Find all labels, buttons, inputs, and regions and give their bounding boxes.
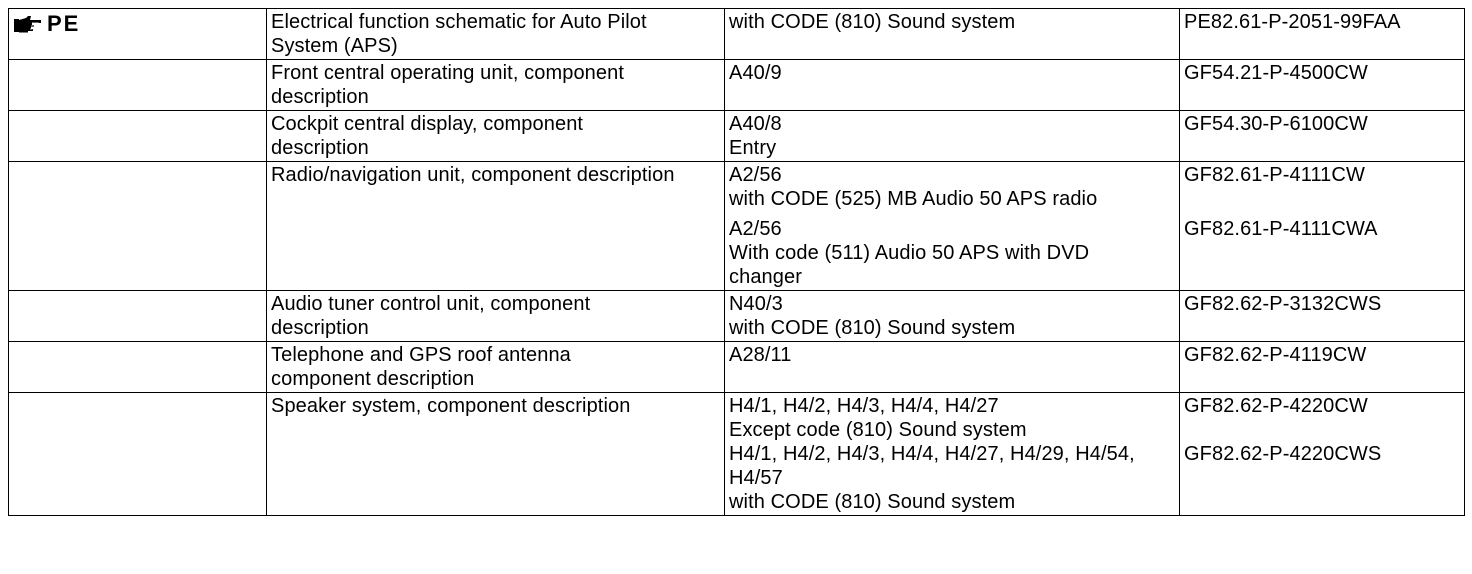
description-cell <box>267 342 725 393</box>
condition-cell <box>725 60 1180 111</box>
description-line: Radio/navigation unit, component description <box>271 164 675 186</box>
table-row <box>9 393 1465 516</box>
pe-marker <box>13 11 262 37</box>
condition-line: N40/3 <box>729 293 783 315</box>
condition-line: with CODE (810) Sound system <box>729 491 1016 513</box>
condition-line: H4/1, H4/2, H4/3, H4/4, H4/27 <box>729 395 999 417</box>
table-row <box>9 111 1465 162</box>
condition-line: Entry <box>729 137 777 159</box>
description-line: Electrical function schematic for Auto Pilot <box>271 11 647 33</box>
description-line: description <box>271 137 369 159</box>
description-line: System (APS) <box>271 35 398 57</box>
empty-cell <box>9 162 267 291</box>
document-cell <box>1180 291 1465 342</box>
condition-line: with CODE (525) MB Audio 50 APS radio <box>729 188 1098 210</box>
empty-cell <box>9 342 267 393</box>
pe-marker-cell <box>9 9 267 60</box>
condition-cell <box>725 9 1180 60</box>
table-row <box>9 342 1465 393</box>
pointing-hand-icon <box>13 13 43 35</box>
pe-marker-text: PE <box>47 11 81 36</box>
document-id: GF82.62-P-4220CWS <box>1184 443 1382 465</box>
description-line: Speaker system, component description <box>271 395 631 417</box>
empty-cell <box>9 60 267 111</box>
empty-cell <box>9 291 267 342</box>
description-cell <box>267 393 725 516</box>
document-cell <box>1180 162 1465 291</box>
condition-cell <box>725 291 1180 342</box>
description-cell <box>267 111 725 162</box>
description-cell <box>267 291 725 342</box>
description-line: description <box>271 317 369 339</box>
table-row <box>9 162 1465 291</box>
condition-line: With code (511) Audio 50 APS with DVD <box>729 242 1090 264</box>
description-cell <box>267 162 725 291</box>
condition-line: A40/9 <box>729 62 782 84</box>
document-cell <box>1180 342 1465 393</box>
document-id: GF82.62-P-3132CWS <box>1184 293 1382 315</box>
condition-cell <box>725 393 1180 516</box>
document-cell <box>1180 393 1465 516</box>
document-id: GF54.30-P-6100CW <box>1184 113 1368 135</box>
condition-line: Except code (810) Sound system <box>729 419 1027 441</box>
condition-cell <box>725 342 1180 393</box>
empty-cell <box>9 393 267 516</box>
condition-line: changer <box>729 266 802 288</box>
description-line: Audio tuner control unit, component <box>271 293 591 315</box>
document-cell <box>1180 9 1465 60</box>
document-cell <box>1180 111 1465 162</box>
description-line: component description <box>271 368 475 390</box>
document-id: GF82.61-P-4111CWA <box>1184 218 1378 240</box>
condition-line: A2/56 <box>729 164 782 186</box>
document-cell <box>1180 60 1465 111</box>
description-line: Front central operating unit, component <box>271 62 624 84</box>
condition-cell <box>725 162 1180 291</box>
condition-line: A2/56 <box>729 218 782 240</box>
document-id: GF54.21-P-4500CW <box>1184 62 1368 84</box>
table-row <box>9 9 1465 60</box>
document-id: GF82.61-P-4111CW <box>1184 164 1365 186</box>
condition-line: A28/11 <box>729 344 792 366</box>
condition-line: H4/57 <box>729 467 783 489</box>
table-row <box>9 291 1465 342</box>
description-line: description <box>271 86 369 108</box>
document-id: GF82.62-P-4220CW <box>1184 395 1368 417</box>
condition-line: with CODE (810) Sound system <box>729 317 1016 339</box>
table-row <box>9 60 1465 111</box>
condition-line: A40/8 <box>729 113 782 135</box>
empty-cell <box>9 111 267 162</box>
condition-line: H4/1, H4/2, H4/3, H4/4, H4/27, H4/29, H4/54, <box>729 443 1135 465</box>
description-cell <box>267 60 725 111</box>
description-line: Telephone and GPS roof antenna <box>271 344 571 366</box>
document-id: GF82.62-P-4119CW <box>1184 344 1367 366</box>
document-id: PE82.61-P-2051-99FAA <box>1184 11 1401 33</box>
description-cell <box>267 9 725 60</box>
condition-line: with CODE (810) Sound system <box>729 11 1016 33</box>
reference-table-body <box>9 9 1465 516</box>
reference-table <box>8 8 1465 516</box>
condition-cell <box>725 111 1180 162</box>
description-line: Cockpit central display, component <box>271 113 584 135</box>
